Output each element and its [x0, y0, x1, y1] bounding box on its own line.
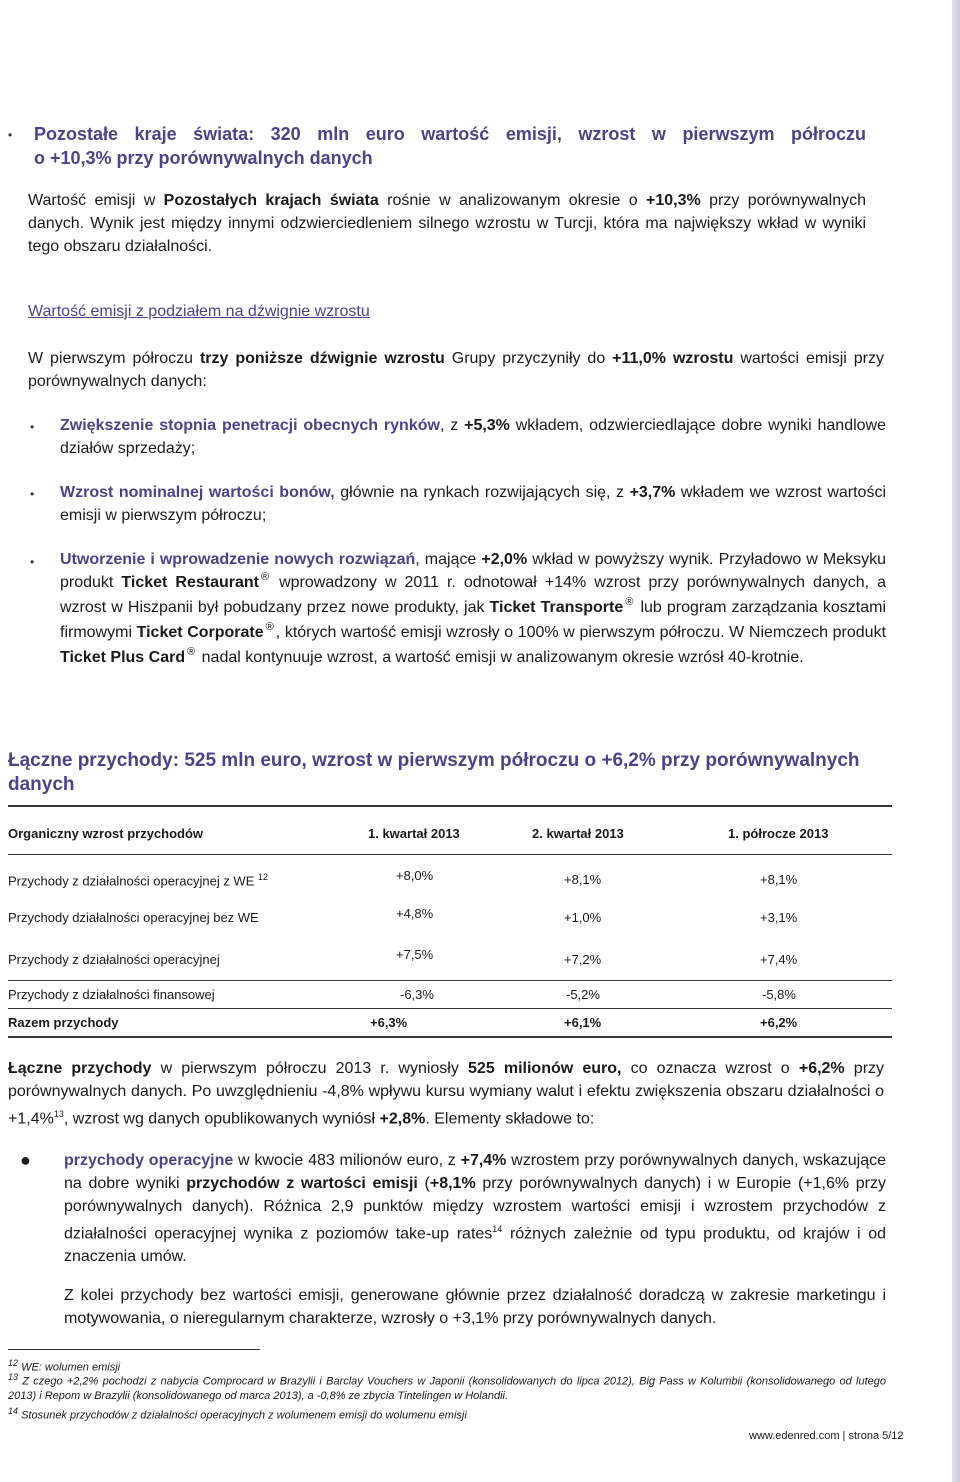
table-top-rule: [8, 805, 892, 807]
footnote-12: $^{12}$ WE: wolumen emisji: [8, 1358, 121, 1374]
table-cell: +8,1%: [760, 872, 798, 887]
table-cell: Przychody z działalności operacyjnej z WE $^{12}$: [8, 872, 269, 889]
registered-mark: ®: [625, 596, 634, 608]
table-cell: +6,2%: [760, 1015, 798, 1030]
lever-bullet-face-value: Wzrost nominalnej wartości bonów, głównie na rynkach rozwijających się, z +3,7% wkładem we wzrost wartości emisji w pierwszym półroczu;: [60, 484, 887, 524]
registered-mark: ®: [265, 621, 274, 633]
table-cell: Razem przychody: [8, 1015, 119, 1030]
footnote-13: $^{13}$ Z czego +2,2% pochodzi z nabycia Comprocard w Brazylii i Barclay Vouchers w Japonii (konsolidowanych do lipca 2012), Big Pass w Kolumbii (konsolidowanego od lutego 2013) i Repom w Brazylii (konsolidowanego od marca 2013), a -0,8% ze zbycia Tintelingen w Holandii.: [8, 1372, 886, 1402]
table-cell: -5,2%: [566, 987, 600, 1002]
paragraph-other-revenue: Z kolei przychody bez wartości emisji, generowane głównie przez działalność doradczą w zakresie marketingu i motywowania, o nieregularnym charakterze, wzrosły o +3,1% przy porównywalnych danych.: [64, 1287, 886, 1327]
table-cell: Przychody działalności operacyjnej bez WE: [8, 910, 259, 925]
paragraph-levers-intro: W pierwszym półroczu trzy poniższe dźwignie wzrostu Grupy przyczyniły do +11,0% wzrostu wartości emisji przy porównywalnych danych:: [28, 350, 885, 390]
heading-line-1: Pozostałe kraje świata: 320 mln euro wartość emisji, wzrost w pierwszym półroczu: [34, 124, 866, 144]
table-cell: +4,8%: [396, 906, 434, 921]
table-bottom-rule: [8, 1036, 892, 1038]
lever-bullet-penetration: Zwiększenie stopnia penetracji obecnych rynków, z +5,3% wkładem, odzwierciedlające dobre wyniki handlowe działów sprzedaży;: [60, 417, 886, 457]
table-cell: +8,1%: [564, 872, 602, 887]
bullet-icon: •: [8, 128, 13, 142]
table-header-rule: [8, 854, 892, 855]
table-cell: Przychody z działalności finansowej: [8, 987, 215, 1002]
table-cell: +7,2%: [564, 952, 602, 967]
table-cell: +7,5%: [396, 947, 434, 962]
footnote-separator: [8, 1349, 260, 1350]
table-cell: Przychody z działalności operacyjnej: [8, 952, 220, 967]
table-header-cell: 1. półrocze 2013: [728, 826, 829, 841]
page-edge-shadow: [952, 0, 960, 1482]
table-cell: -6,3%: [400, 987, 434, 1002]
subheading-levers: Wartość emisji z podziałem na dźwignie wzrostu: [28, 303, 370, 320]
bullet-icon: •: [30, 487, 35, 501]
table-header-cell: 1. kwartał 2013: [368, 826, 460, 841]
bullet-icon: •: [30, 555, 35, 569]
table-cell: +8,0%: [396, 868, 434, 883]
footer-site-link[interactable]: www.edenred.com: [749, 1430, 840, 1442]
page-footer: www.edenred.com | strona 5/12: [749, 1430, 904, 1442]
paragraph-other-countries: Wartość emisji w Pozostałych krajach świata rośnie w analizowanym okresie o +10,3% przy porównywalnych danych. Wynik jest między innymi odzwierciedleniem silnego wzrostu w Turcji, która ma największy wkład w wyniki tego obszaru działalności.: [28, 192, 867, 255]
table-header-cell: 2. kwartał 2013: [532, 826, 624, 841]
lever-bullet-new-solutions: Utworzenie i wprowadzenie nowych rozwiązań, mające +2,0% wkład w powyższy wynik. Przyładowo w Meksyku produkt Ticket Restaurant ® wprowadzony w 2011 r. odnotował +14% wzrost przy porównywalnych danych, a wzrost w Hiszpanii był pobudzany przez nowe produkty, jak Ticket Transporte ® lub program zarządzania kosztami firmowymi Ticket Corporate ® , których wartość emisji wzrosły o 100% w pierwszym półroczu. W Niemczech produkt Ticket Plus Card ® nadal kontynuuje wzrost, a wartość emisji w analizowanym okresie wzrósł 40-krotnie.: [60, 551, 887, 666]
section-heading-revenue: Łączne przychody: 525 mln euro, wzrost w pierwszym półroczu o +6,2% przy porównywalnych danych: [8, 750, 860, 795]
section-heading-other-countries: [34, 122, 866, 170]
table-cell: +1,0%: [564, 910, 602, 925]
registered-mark: ®: [187, 646, 196, 658]
bullet-icon: •: [30, 420, 35, 434]
page-number: strona 5/12: [848, 1430, 904, 1442]
table-cell: +6,1%: [564, 1015, 602, 1030]
footnote-14: $^{14}$ Stosunek przychodów z działalności operacyjnych z wolumenem emisji do wolumenu emisji: [8, 1406, 467, 1422]
table-rule: [8, 1008, 892, 1009]
revenue-bullet-operating: przychody operacyjne w kwocie 483 milionów euro, z +7,4% wzrostem przy porównywalnych danych, wskazujące na dobre wyniki przychodów z wartości emisji (+8,1% przy porównywalnych danych) i w Europie (+1,6% przy porównywalnych danych). Różnica 2,9 punktów między wzrostem wartości emisji i wzrostem przychodów z działalności operacyjnej wynika z poziomów take-up rates$^{14}$ różnych zależnie od typu produktu, od krajów i od znaczenia umów.: [64, 1152, 886, 1266]
table-cell: -5,8%: [762, 987, 796, 1002]
registered-mark: ®: [260, 571, 270, 583]
heading-line-2: o +10,3% przy porównywalnych danych: [34, 148, 373, 168]
table-header-cell: Organiczny wzrost przychodów: [8, 826, 204, 841]
table-cell: +7,4%: [760, 952, 798, 967]
table-cell: +6,3%: [370, 1015, 408, 1030]
table-rule: [8, 980, 892, 981]
table-cell: +3,1%: [760, 910, 798, 925]
paragraph-total-revenue: Łączne przychody w pierwszym półroczu 2013 r. wyniosły 525 milionów euro, co oznacza wzrost o +6,2% przy porównywalnych danych. Po uwzględnieniu -4,8% wpływu kursu wymiany walut i efektu zwiększenia obszaru działalności o +1,4%$^{13}$, wzrost wg danych opublikowanych wyniósł +2,8%. Elementy składowe to:: [8, 1060, 885, 1128]
bullet-icon: ●: [20, 1150, 31, 1170]
